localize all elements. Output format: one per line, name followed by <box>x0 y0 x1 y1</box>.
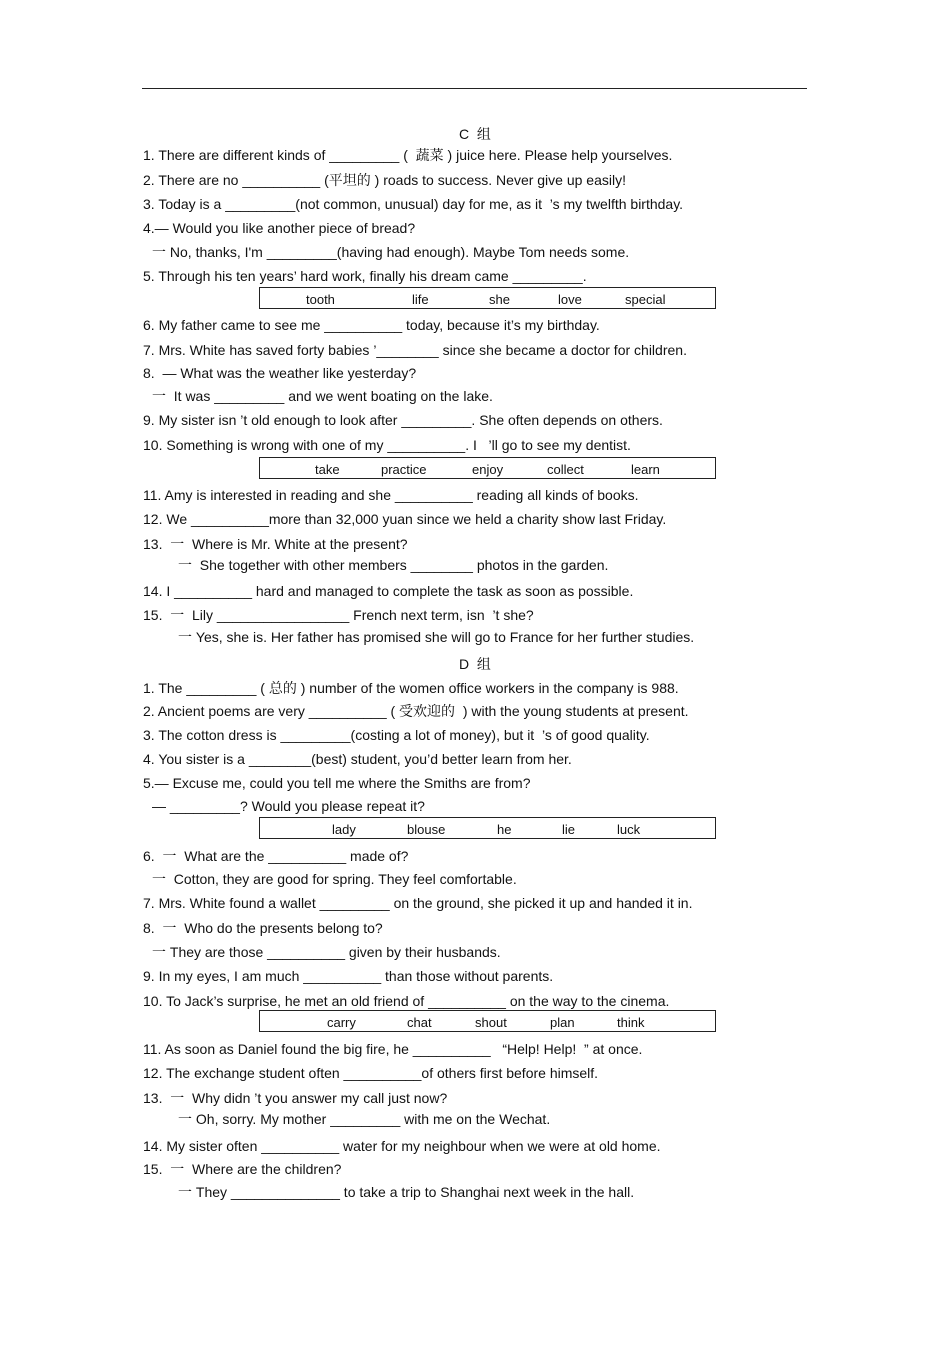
d-q7: 7. Mrs. White found a wallet _________ on the ground, she picked it up and handed it in. <box>143 895 693 911</box>
word-box-item: blouse <box>407 822 446 837</box>
word-box-item: take <box>315 462 340 477</box>
d-q13-answer: 一 Oh, sorry. My mother _________ with me on the Wechat. <box>178 1111 551 1127</box>
c-q4: 4.— Would you like another piece of bread? <box>143 220 416 236</box>
d-q5: 5.— Excuse me, could you tell me where the Smiths are from? <box>143 775 531 791</box>
word-box-item: learn <box>631 462 660 477</box>
d-q10: 10. To Jack’s surprise, he met an old friend of __________ on the way to the cinema. <box>143 993 670 1009</box>
c-q7: 7. Mrs. White has saved forty babies ’________ since she became a doctor for children. <box>143 342 687 358</box>
word-box-item: love <box>558 292 582 307</box>
d-q6-answer: 一 Cotton, they are good for spring. They feel comfortable. <box>152 871 517 887</box>
c-q8-answer: 一 It was _________ and we went boating on the lake. <box>152 388 493 404</box>
word-box-item: chat <box>407 1015 432 1030</box>
word-box-item: tooth <box>306 292 335 307</box>
word-box-item: collect <box>547 462 584 477</box>
c-q1: 1. There are different kinds of _________ ( 蔬菜 ) juice here. Please help yourselves. <box>143 147 673 163</box>
c-q8: 8. — What was the weather like yesterday? <box>143 365 417 381</box>
d-q12: 12. The exchange student often __________of others first before himself. <box>143 1065 599 1081</box>
c-q13: 13. 一 Where is Mr. White at the present? <box>143 536 408 552</box>
c-q4-answer: 一 No, thanks, I'm _________(having had enough). Maybe Tom needs some. <box>152 244 630 260</box>
d-q15-answer: 一 They ______________ to take a trip to Shanghai next week in the hall. <box>178 1184 635 1200</box>
d-word-box-1 <box>259 817 716 839</box>
d-q13: 13. 一 Why didn ’t you answer my call just now? <box>143 1090 448 1106</box>
c-q5: 5. Through his ten years’ hard work, finally his dream came _________. <box>143 268 587 284</box>
c-q9: 9. My sister isn ’t old enough to look after _________. She often depends on others. <box>143 412 663 428</box>
d-q2: 2. Ancient poems are very __________ ( 受欢迎的 ) with the young students at present. <box>143 703 689 719</box>
word-box-item: think <box>617 1015 645 1030</box>
word-box-item: enjoy <box>472 462 504 477</box>
c-q10: 10. Something is wrong with one of my __________. I ’ll go to see my dentist. <box>143 437 631 453</box>
c-q14: 14. I __________ hard and managed to complete the task as soon as possible. <box>143 583 634 599</box>
d-q4: 4. You sister is a ________(best) student, you’d better learn from her. <box>143 751 572 767</box>
c-q13-answer: 一 She together with other members ________ photos in the garden. <box>178 557 609 573</box>
c-word-box-1 <box>259 287 716 309</box>
word-box-item: luck <box>617 822 641 837</box>
c-q12: 12. We __________more than 32,000 yuan since we held a charity show last Friday. <box>143 511 667 527</box>
c-q15: 15. 一 Lily _________________ French next term, isn ’t she? <box>143 607 534 623</box>
word-box-item: special <box>625 292 666 307</box>
word-box-item: shout <box>475 1015 507 1030</box>
c-q11: 11. Amy is interested in reading and she __________ reading all kinds of books. <box>143 487 639 503</box>
word-box-item: life <box>412 292 429 307</box>
word-box-item: she <box>489 292 510 307</box>
d-q14: 14. My sister often __________ water for my neighbour when we were at old home. <box>143 1138 661 1154</box>
d-q5-answer: — _________? Would you please repeat it? <box>152 798 425 814</box>
d-q1: 1. The _________ ( 总的 ) number of the women office workers in the company is 988. <box>143 680 679 696</box>
c-q6: 6. My father came to see me __________ today, because it’s my birthday. <box>143 317 600 333</box>
word-box-item: lady <box>332 822 356 837</box>
d-q15: 15. 一 Where are the children? <box>143 1161 342 1177</box>
c-q15-answer: 一 Yes, she is. Her father has promised she will go to France for her further studies. <box>178 629 695 645</box>
d-word-box-2 <box>259 1010 716 1032</box>
section-d-title: D 组 <box>459 656 491 672</box>
c-word-box-2 <box>259 457 716 479</box>
c-q2: 2. There are no __________ (平坦的 ) roads to success. Never give up easily! <box>143 172 626 188</box>
word-box-item: practice <box>381 462 427 477</box>
word-box-item: plan <box>550 1015 575 1030</box>
d-q3: 3. The cotton dress is _________(costing a lot of money), but it ’s of good quality. <box>143 727 650 743</box>
d-q9: 9. In my eyes, I am much __________ than those without parents. <box>143 968 554 984</box>
header-rule <box>142 88 807 89</box>
word-box-item: carry <box>327 1015 356 1030</box>
d-q6: 6. 一 What are the __________ made of? <box>143 848 409 864</box>
word-box-item: he <box>497 822 512 837</box>
d-q8-answer: 一 They are those __________ given by their husbands. <box>152 944 501 960</box>
d-q8: 8. 一 Who do the presents belong to? <box>143 920 383 936</box>
d-q11: 11. As soon as Daniel found the big fire, he __________ “Help! Help! ” at once. <box>143 1041 643 1057</box>
word-box-item: lie <box>562 822 576 837</box>
c-q3: 3. Today is a _________(not common, unusual) day for me, as it ’s my twelfth birthday. <box>143 196 684 212</box>
section-c-title: C 组 <box>459 126 491 142</box>
